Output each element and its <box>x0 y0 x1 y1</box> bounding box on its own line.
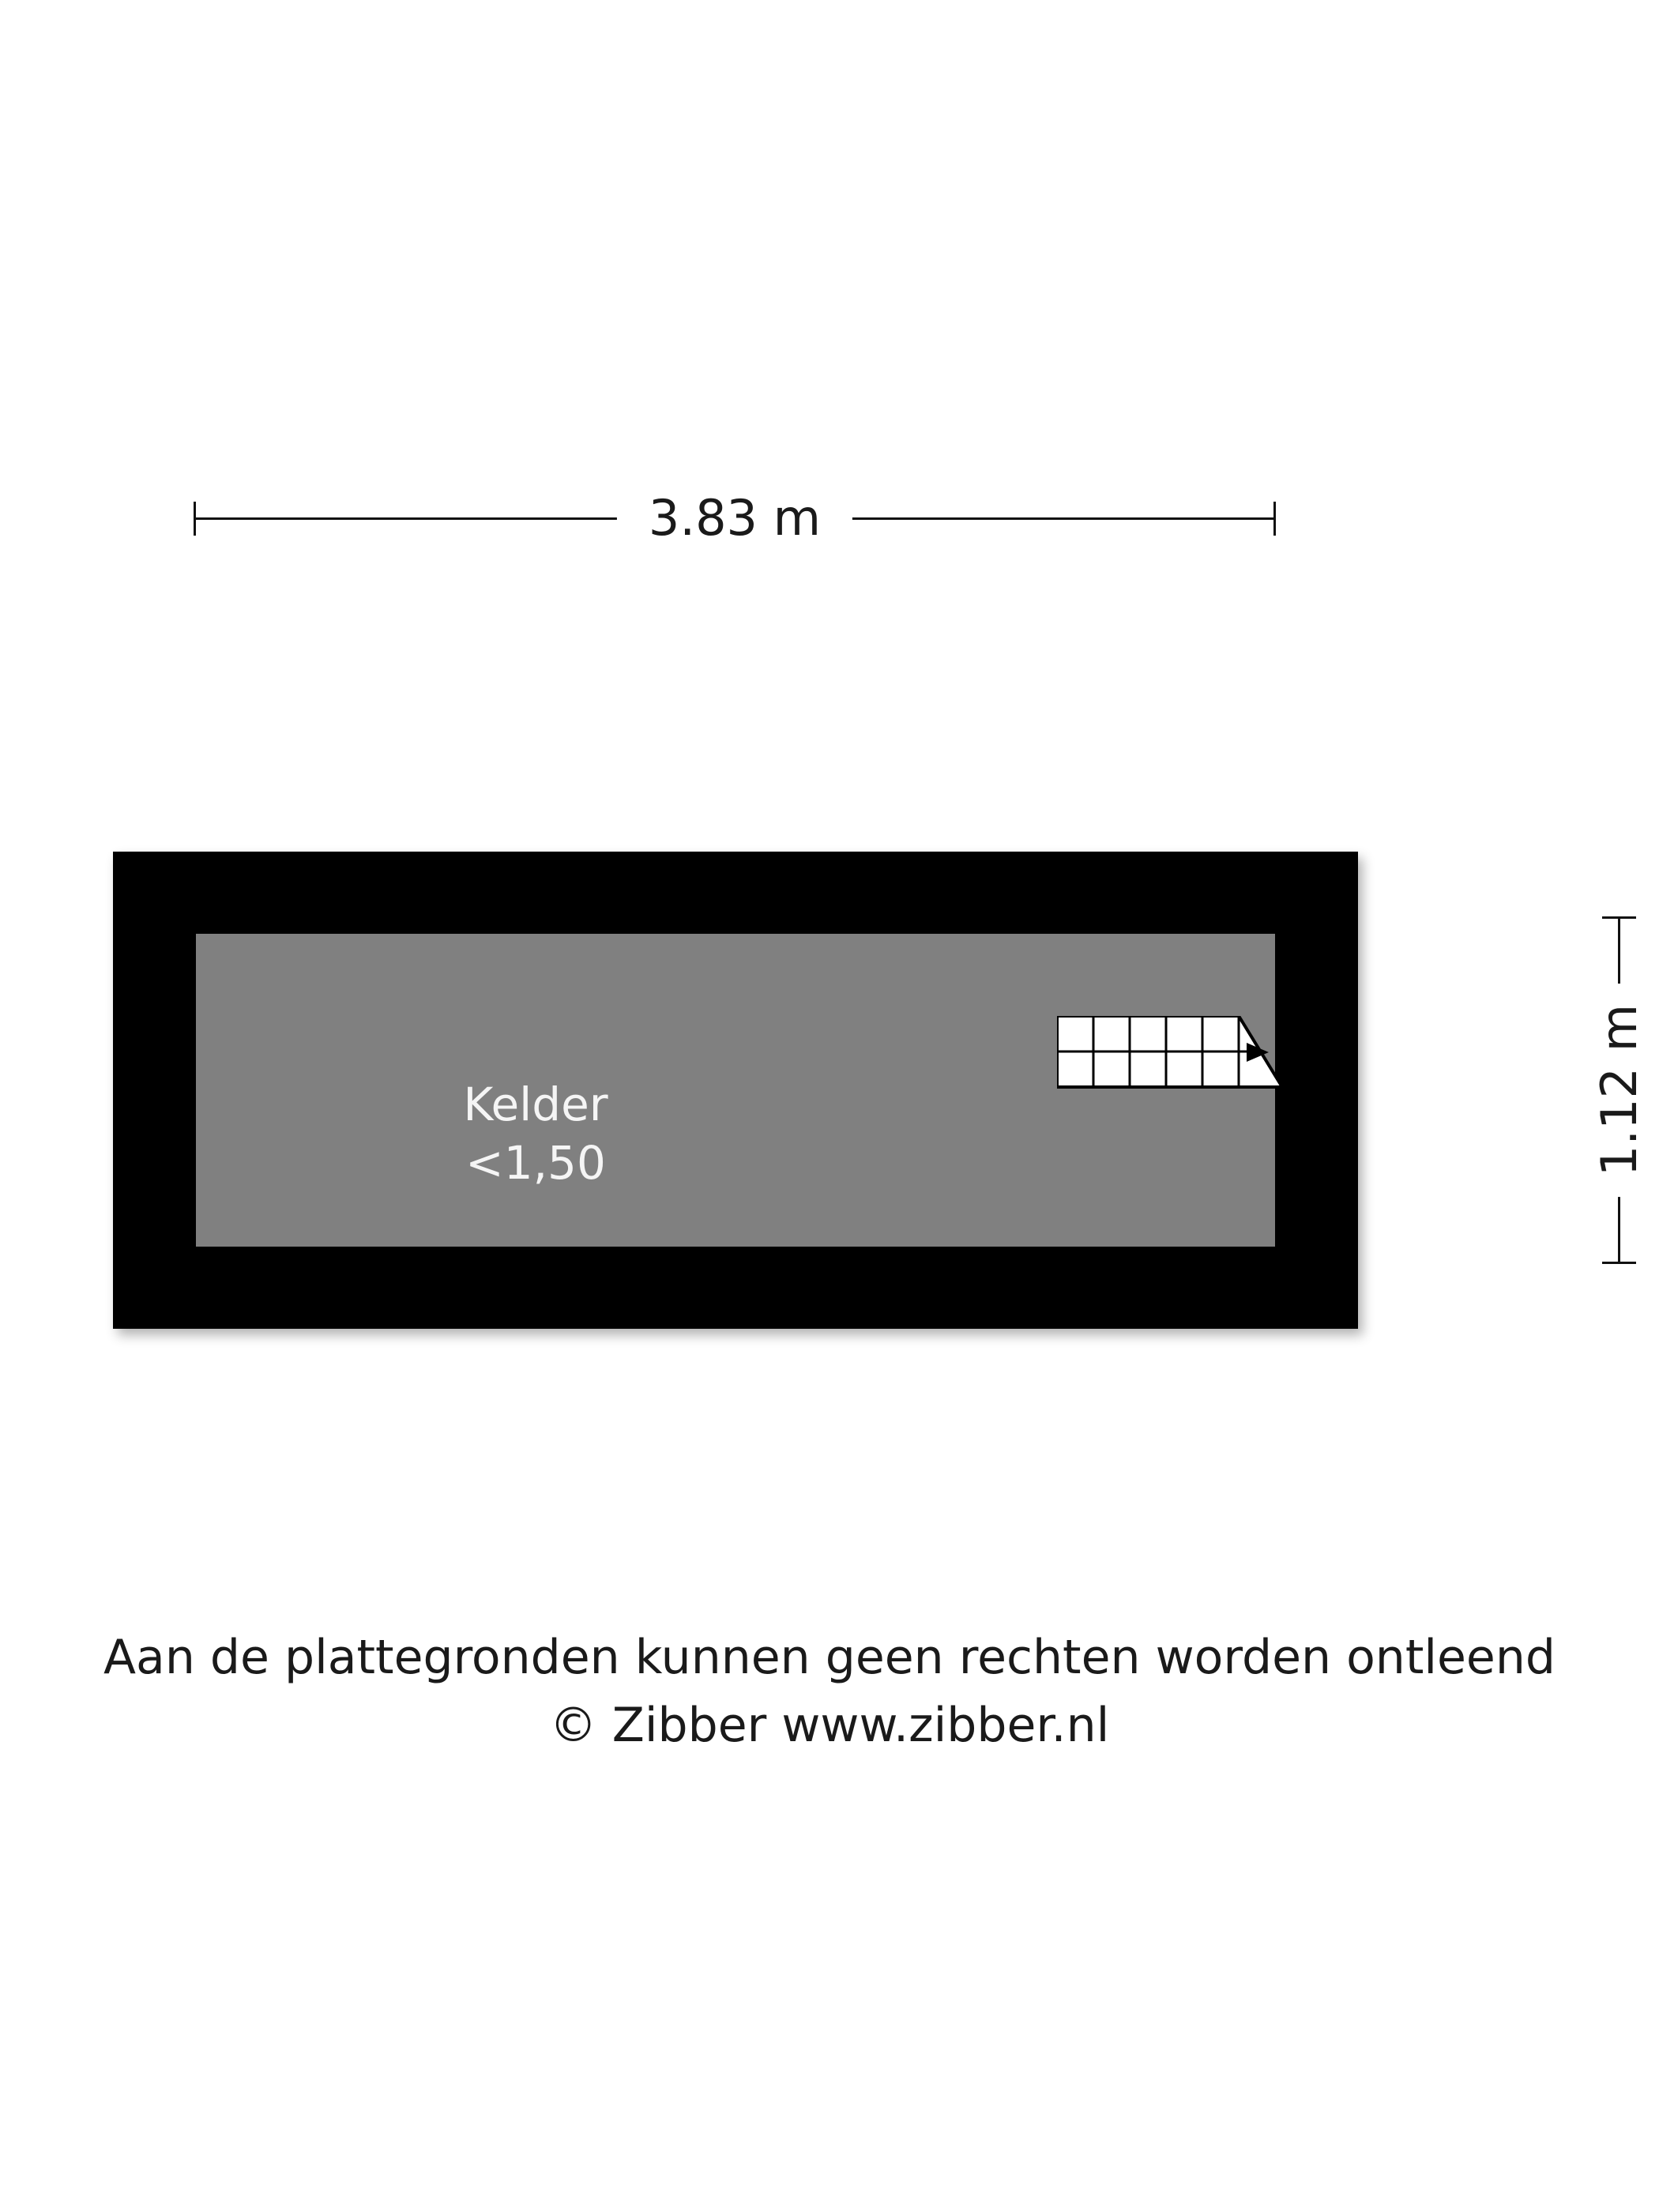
copyright-text: © Zibber www.zibber.nl <box>549 1698 1110 1753</box>
width-dimension <box>194 474 1276 569</box>
depth-dimension-label: 1.12 m <box>1595 984 1644 1197</box>
room-floor-kelder <box>196 934 1275 1247</box>
width-dimension-label: 3.83 m <box>617 474 852 562</box>
staircase <box>1057 1016 1302 1158</box>
floorplan-basement <box>113 852 1358 1329</box>
dimension-end-cap-top <box>1602 916 1636 919</box>
dimension-end-cap-right <box>1273 502 1276 536</box>
footer <box>0 1623 1659 1759</box>
dimension-end-cap-left <box>194 502 196 536</box>
dimension-end-cap-bottom <box>1602 1262 1636 1264</box>
room-name-label: Kelder <box>463 1078 608 1131</box>
staircase-icon <box>1057 1016 1302 1158</box>
disclaimer-text: Aan de plattegronden kunnen geen rechten worden ontleend <box>103 1630 1556 1685</box>
depth-dimension <box>1590 916 1648 1264</box>
room-height-label: <1,50 <box>465 1136 606 1190</box>
outer-wall <box>113 852 1358 1329</box>
room-label-group <box>196 1076 875 1193</box>
